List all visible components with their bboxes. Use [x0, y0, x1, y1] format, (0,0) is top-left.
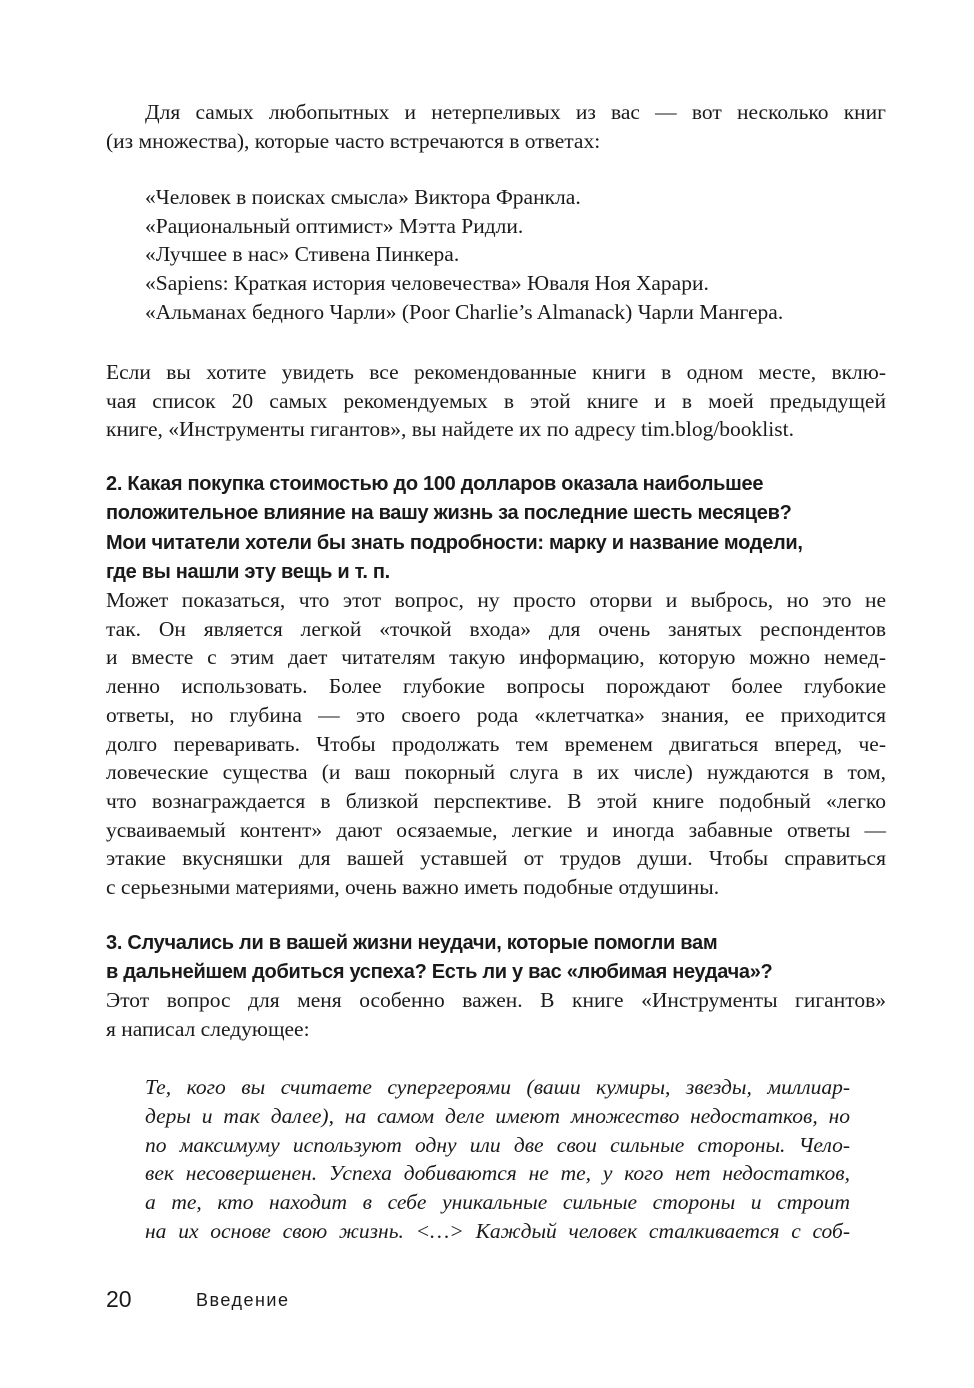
paragraph-line: усваиваемый контент» дают осязаемые, легкие и иногда забавные ответы —: [106, 817, 886, 842]
book-list-item: «Sapiens: Краткая история человечества» Юваля Ноя Харари.: [145, 271, 709, 296]
paragraph-line: и вместе с этим дает читателям такую информацию, которую можно немед-: [106, 645, 886, 670]
book-list-item: «Альманах бедного Чарли» (Poor Charlie’s Almanack) Чарли Мангера.: [145, 299, 784, 324]
book-list-item: «Рациональный оптимист» Мэтта Ридли.: [145, 213, 524, 238]
paragraph-line: Этот вопрос для меня особенно важен. В книге «Инструменты гигантов»: [106, 988, 886, 1012]
paragraph-line: ловеческие существа (и ваш покорный слуга в их числе) нуждаются в том,: [106, 760, 886, 785]
question-heading: 3. Случались ли в вашей жизни неудачи, которые помогли вам: [106, 932, 718, 954]
paragraph-line: ленно использовать. Более глубокие вопросы порождают более глубокие: [106, 674, 886, 699]
question-heading: где вы нашли эту вещь и т. п.: [106, 560, 390, 583]
paragraph-line: Может показаться, что этот вопрос, ну просто оторви и выбрось, но это не: [106, 588, 886, 612]
paragraph-line: книге, «Инструменты гигантов», вы найдете их по адресу tim.blog/booklist.: [106, 417, 794, 442]
book-list-item: «Человек в поисках смысла» Виктора Франкла.: [145, 185, 581, 209]
quote-line: деры и так далее), на самом деле имеют множество недостатков, но: [145, 1103, 850, 1128]
paragraph-line: ответы, но глубина — это своего рода «клетчатка» знания, ее приходится: [106, 702, 886, 727]
book-list-item: «Лучшее в нас» Стивена Пинкера.: [145, 242, 460, 267]
question-heading: 2. Какая покупка стоимостью до 100 долларов оказала наибольшее: [106, 473, 764, 495]
paragraph-line: так. Он является легкой «точкой входа» для очень занятых респондентов: [106, 616, 886, 641]
question-heading: Мои читатели хотели бы знать подробности: марку и название модели,: [106, 531, 803, 554]
question-heading: положительное влияние на вашу жизнь за последние шесть месяцев?: [106, 502, 792, 525]
quote-line: на их основе свою жизнь. <…> Каждый человек сталкивается с соб-: [145, 1219, 850, 1243]
quote-line: по максимуму используют одну или две свои сильные стороны. Чело-: [145, 1132, 850, 1157]
quote-line: Те, кого вы считаете супергероями (ваши кумиры, звезды, миллиар-: [145, 1075, 850, 1099]
intro-line: Для самых любопытных и нетерпеливых из вас — вот несколько книг: [145, 100, 886, 124]
question-heading: в дальнейшем добиться успеха? Есть ли у вас «любимая неудача»?: [106, 961, 773, 983]
paragraph-line: что вознаграждается в близкой перспективе. В этой книге подобный «легко: [106, 788, 886, 813]
paragraph-line: этакие вкусняшки для вашей уставшей от трудов души. Чтобы справиться: [106, 846, 886, 871]
paragraph-line: долго переваривать. Чтобы продолжать тем временем двигаться вперед, че-: [106, 731, 886, 756]
paragraph-line: с серьезными материями, очень важно иметь подобные отдушины.: [106, 875, 720, 899]
quote-line: век несовершенен. Успеха добиваются не те, у кого нет недостатков,: [145, 1161, 850, 1186]
paragraph-line: я написал следующее:: [106, 1016, 310, 1041]
intro-line: (из множества), которые часто встречаются в ответах:: [106, 129, 601, 153]
page-number: 20: [106, 1286, 132, 1312]
paragraph-line: чая список 20 самых рекомендуемых в этой книге и в моей предыдущей: [106, 388, 886, 413]
paragraph-line: Если вы хотите увидеть все рекомендованные книги в одном месте, вклю-: [106, 360, 886, 384]
section-title: Введение: [196, 1290, 290, 1310]
quote-line: а те, кто находит в себе уникальные сильные стороны и строит: [145, 1190, 850, 1215]
